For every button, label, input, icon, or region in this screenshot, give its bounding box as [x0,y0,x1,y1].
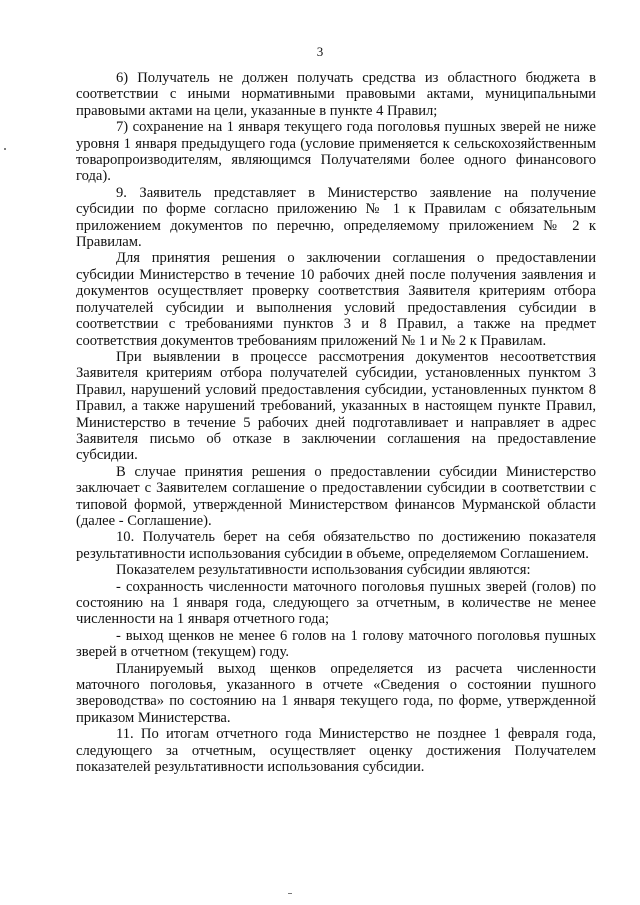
paragraph-refusal: При выявлении в процессе рассмотрения документов несоответствия Заявителя критериям отбора получателей субсидии, установленных пунктом 3 Правил, нарушений условий предоставления субсидии, установленных пунктом 8 Правил, а также нарушений требований, указанных в настоящем пункте Правил, Министерство в течение 5 рабочих дней подготавливает и направляет в адрес Заявителя письмо об отказе в заключении соглашения на предоставление субсидии. [76,348,596,464]
paragraph-indicator-puppies: - выход щенков не менее 6 голов на 1 голову маточного поголовья пушных зверей в отчетном (текущем) году. [76,627,596,661]
paragraph-item-6: 6) Получатель не должен получать средства из областного бюджета в соответствии с иными нормативными правовыми актами, муниципальными правовыми актами на цели, указанные в пункте 4 Правил; [76,70,596,119]
paragraph-clause-11: 11. По итогам отчетного года Министерство не позднее 1 февраля года, следующего за отчетным, осуществляет оценку достижения Получателем показателей результативности использования субсидии. [76,726,596,776]
paragraph-planned-output: Планируемый выход щенков определяется из расчета численности маточного поголовья, указанного в отчете «Сведения о состоянии пушного звероводства» по состоянию на 1 января текущего года, по форме, утвержденной приказом Министерства. [76,660,596,726]
paragraph-item-7: 7) сохранение на 1 января текущего года поголовья пушных зверей не ниже уровня 1 января предыдущего года (условие применяется к сельскохозяйственным товаропроизводителям, являющимся Получателями более одного финансового года). [76,119,596,185]
paragraph-clause-9: 9. Заявитель представляет в Министерство заявление на получение субсидии по форме согласно приложению № 1 к Правилам с обязательным приложением документов по перечню, определяемому приложением № 2 к Правилам. [76,184,596,251]
paragraph-indicator-livestock: - сохранность численности маточного поголовья пушных зверей (голов) по состоянию на 1 января года, следующего за отчетным, в количестве не менее численности на 1 января отчетного года; [76,578,596,628]
scan-artifact [4,148,6,150]
document-body [76,70,596,775]
page-number: 3 [316,44,324,59]
paragraph-agreement: В случае принятия решения о предоставлении субсидии Министерство заключает с Заявителем соглашение о предоставлении субсидии в соответствии с типовой формой, утвержденной Министерством финансов Мурманской области (далее - Соглашение). [76,463,596,529]
paragraph-indicators-intro: Показателем результативности использования субсидии являются: [116,562,531,579]
paragraph-clause-10: 10. Получатель берет на себя обязательство по достижению показателя результативности использования субсидии в объеме, определяемом Соглашением. [76,529,596,562]
scan-artifact-bottom [288,893,292,894]
paragraph-decision-check: Для принятия решения о заключении соглашения о предоставлении субсидии Министерство в течение 10 рабочих дней после получения заявления и документов осуществляет проверку соответствия Заявителя критериям отбора получателей субсидии и выполнения условий предоставления субсидии в соответствии с требованиями пунктов 3 и 8 Правил, а также на предмет соответствия документов требованиям приложений № 1 и № 2 к Правилам. [76,250,596,349]
